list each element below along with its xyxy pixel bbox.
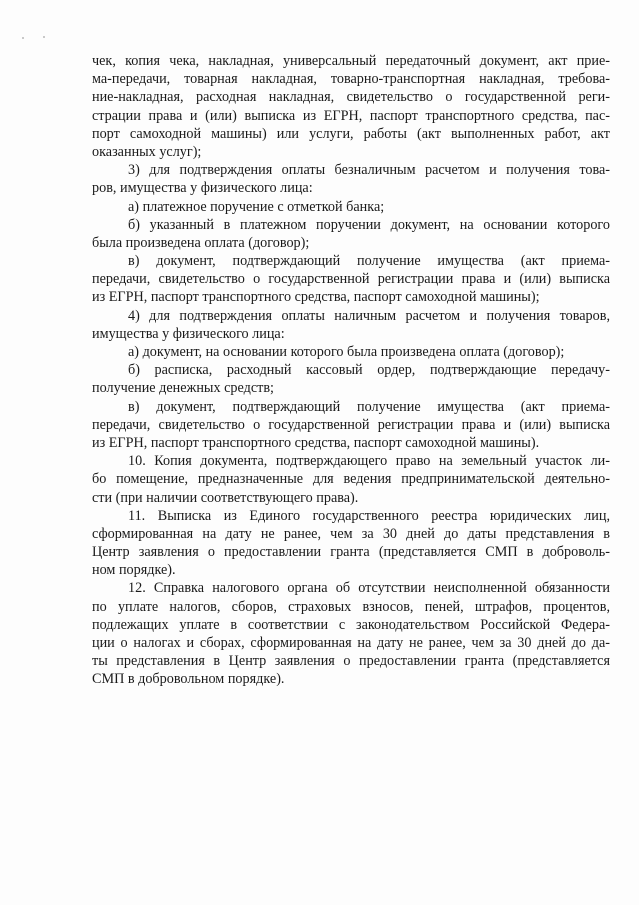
text-line: порт самоходной машины) или услуги, работы (акт выполненных работ, акт	[92, 125, 610, 142]
text-line: из ЕГРН, паспорт транспортного средства, паспорт самоходной машины);	[92, 289, 540, 306]
text-line: имущества у физического лица:	[92, 325, 285, 342]
list-item: б) указанный в платежном поручении документ, на основании которого	[128, 216, 610, 233]
text-line: чек, копия чека, накладная, универсальный передаточный документ, акт прие-	[92, 53, 610, 69]
text-line: сформированная на дату не ранее, чем за 30 дней до даты представления в	[92, 525, 610, 542]
text-line: ние-накладная, расходная накладная, свидетельство о государственной реги-	[92, 89, 610, 106]
text-line: ров, имущества у физического лица:	[92, 180, 313, 197]
text-line: получение денежных средств;	[92, 380, 274, 397]
list-item: в) документ, подтверждающий получение имущества (акт приема-	[128, 398, 610, 415]
list-item: а) платежное поручение с отметкой банка;	[128, 198, 385, 215]
list-item: а) документ, на основании которого была произведена оплата (договор);	[128, 344, 565, 360]
text-line: страции права и (или) выписка из ЕГРН, паспорт транспортного средства, пас-	[92, 107, 610, 124]
text-line: ции о налогах и сборах, сформированная на дату не ранее, чем за 30 дней до да-	[92, 635, 610, 651]
text-line: ма-передачи, товарная накладная, товарно-транспортная накладная, требова-	[92, 71, 610, 88]
scan-speck	[43, 36, 45, 38]
paragraph-11: 11. Выписка из Единого государственного реестра юридических лиц,	[128, 507, 610, 524]
list-item-heading: 4) для подтверждения оплаты наличным расчетом и получения товаров,	[128, 307, 610, 324]
list-item: в) документ, подтверждающий получение имущества (акт приема-	[128, 253, 610, 270]
text-line: передачи, свидетельство о государственной регистрации права и (или) выписка	[92, 416, 610, 433]
text-line: подлежащих уплате в соответствии с законодательством Российской Федера-	[92, 616, 610, 633]
text-line: бо помещение, предназначенные для ведения предпринимательской деятельно-	[92, 471, 610, 488]
text-line: по уплате налогов, сборов, страховых взносов, пеней, штрафов, процентов,	[92, 598, 610, 615]
text-line: СМП в добровольном порядке).	[92, 671, 285, 688]
paragraph-10: 10. Копия документа, подтверждающего право на земельный участок ли-	[128, 453, 610, 470]
paragraph-12: 12. Справка налогового органа об отсутствии неисполненной обязанности	[128, 580, 610, 597]
text-line: из ЕГРН, паспорт транспортного средства, паспорт самоходной машины).	[92, 434, 540, 451]
list-item-heading: 3) для подтверждения оплаты безналичным расчетом и получения това-	[128, 162, 610, 179]
text-line: была произведена оплата (договор);	[92, 234, 310, 251]
text-line: ты представления в Центр заявления о предоставлении гранта (представляется	[92, 653, 610, 670]
text-line: Центр заявления о предоставлении гранта (представляется СМП в доброволь-	[92, 544, 610, 561]
scan-speck	[22, 37, 24, 39]
list-item: б) расписка, расходный кассовый ордер, подтверждающие передачу-	[128, 362, 610, 379]
text-line: сти (при наличии соответствующего права).	[92, 489, 359, 506]
text-line: ном порядке).	[92, 562, 176, 579]
text-line: передачи, свидетельство о государственной регистрации права и (или) выписка	[92, 271, 610, 288]
document-body	[92, 52, 610, 689]
text-line: оказанных услуг);	[92, 143, 202, 160]
